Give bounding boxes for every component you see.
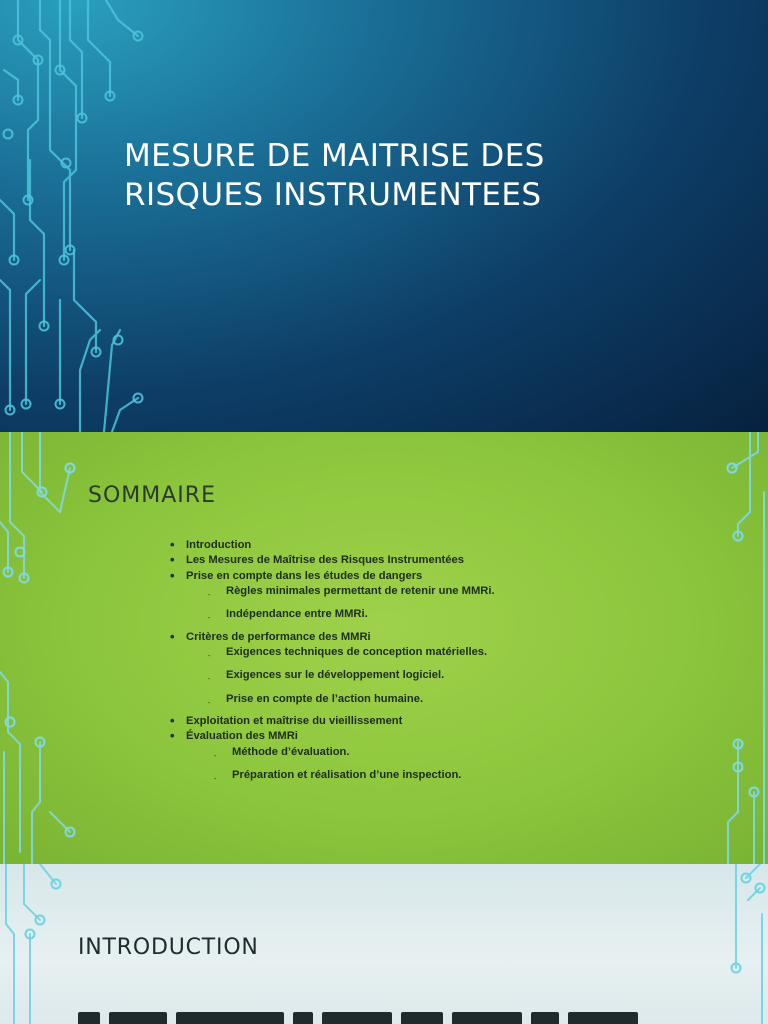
- toc-item: [170, 569, 590, 623]
- toc-item-label: Exploitation et maîtrise du vieillissement: [186, 715, 403, 728]
- circuit-decoration-right: [688, 432, 768, 864]
- toc-item: [170, 714, 590, 729]
- section-title: INTRODUCTION: [78, 935, 259, 960]
- toc-subitem: - Règles minimales permettant de retenir une MMRi.: [186, 584, 590, 599]
- circuit-decoration-left: [0, 0, 160, 432]
- presentation-title: [124, 137, 724, 215]
- toc-item: [170, 538, 590, 553]
- toc-item: [170, 553, 590, 568]
- toc-item: [170, 729, 590, 783]
- toc-item-label: Évaluation des MMRi: [186, 730, 298, 743]
- table-of-contents: [170, 538, 590, 790]
- toc-item-label: Les Mesures de Maîtrise des Risques Instrumentées: [186, 554, 464, 567]
- circuit-decoration-right: [700, 864, 768, 1024]
- section-title: SOMMAIRE: [88, 483, 216, 508]
- toc-sublist: [186, 645, 590, 707]
- circuit-decoration-left: [0, 864, 80, 1024]
- toc-subitem: - Prise en compte de l’action humaine.: [186, 692, 590, 707]
- toc-sublist: [186, 584, 590, 623]
- toc-subitem: - Exigences techniques de conception matérielles.: [186, 645, 590, 660]
- toc-item: [170, 630, 590, 707]
- intro-paragraph-cropped: [78, 1012, 688, 1024]
- introduction-slide: [0, 864, 768, 1024]
- title-line-2: RISQUES INSTRUMENTEES: [124, 177, 542, 213]
- title-slide: [0, 0, 768, 432]
- toc-item-label: Prise en compte dans les études de dangers: [186, 569, 423, 582]
- toc-subitem: - Indépendance entre MMRi.: [186, 607, 590, 622]
- toc-sublist: [186, 745, 590, 784]
- summary-slide: [0, 432, 768, 864]
- toc-subitem: - Préparation et réalisation d’une inspection.: [186, 768, 590, 783]
- toc-subitem: - Méthode d’évaluation.: [186, 745, 590, 760]
- circuit-decoration-left: [0, 432, 90, 864]
- toc-item-label: Critères de performance des MMRi: [186, 630, 371, 643]
- toc-item-label: Introduction: [186, 539, 252, 551]
- toc-subitem: - Exigences sur le développement logiciel.: [186, 668, 590, 683]
- title-line-1: MESURE DE MAITRISE DES: [124, 138, 545, 174]
